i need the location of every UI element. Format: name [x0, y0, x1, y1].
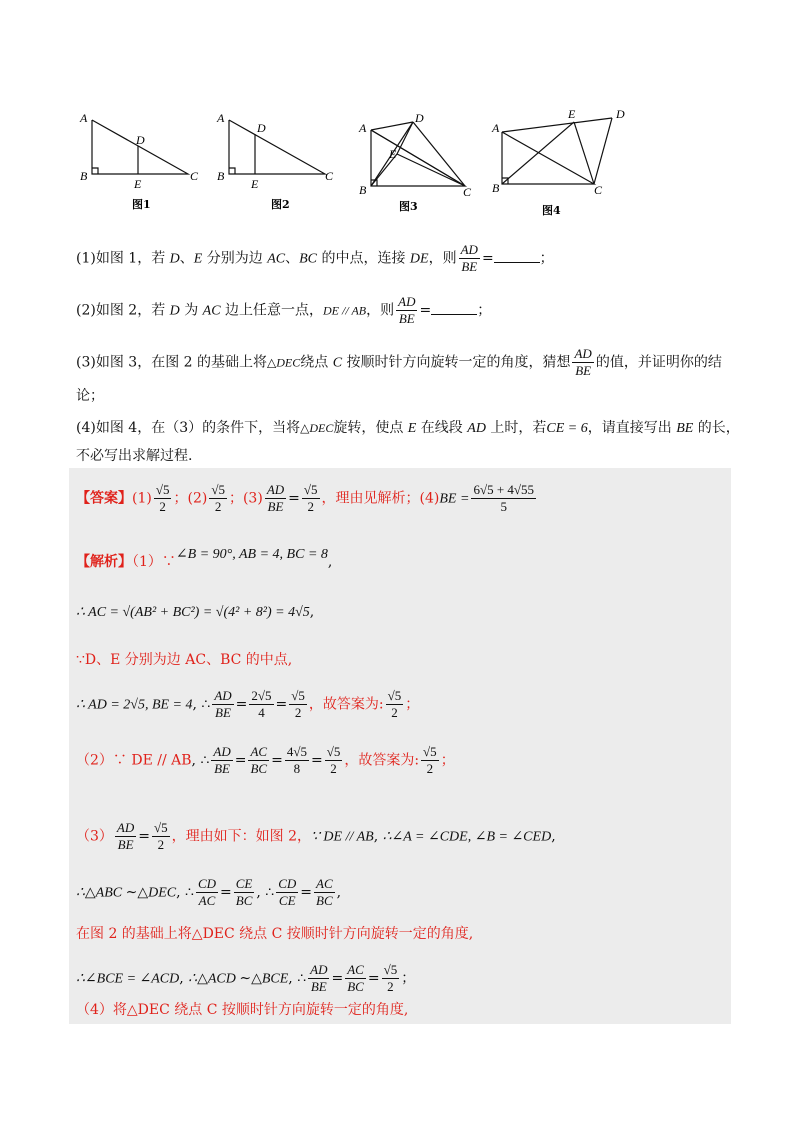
- q1-fraction: $\frac{AD}{BE}$: [460, 242, 478, 274]
- q2-fraction: $\frac{AD}{BE}$: [398, 294, 416, 326]
- fig3-label-c: C: [463, 185, 472, 199]
- question-3: (3)如图 3，在图 2 的基础上将△DEC绕点 C 按顺时针方向旋转一定的角度，猜想 $\frac{AD}{BE}$ 的值，并证明你的结: [76, 346, 722, 378]
- question-4: (4)如图 4，在（3）的条件下，当将△DEC旋转，使点 E 在线段 AD 上时，若CE = 6，请直接写出 BE 的长，: [76, 420, 740, 436]
- question-1: (1)如图 1，若 D、E 分别为边 AC、BC 的中点，连接 DE，则 $\frac{AD}{BE}$ = ；: [76, 242, 554, 274]
- analysis-line-3: ∵D、E 分别为边 AC、BC 的中点,: [76, 652, 293, 668]
- analysis-line-6: （3） $\frac{AD}{BE}$ = $\frac{√5}{2}$ ，理由如下：如图 2，∵ DE // AB, ∴∠A = ∠CDE, ∠B = ∠CED,: [76, 820, 556, 852]
- question-3-line-2: 论；: [76, 388, 104, 404]
- figure-4: [490, 104, 640, 219]
- fig1-label-a: A: [80, 111, 88, 125]
- fig2-caption: 图2: [271, 198, 290, 211]
- analysis-line-9: ∴∠BCE = ∠ACD, ∴△ACD ∼△BCE, ∴ $\frac{AD}{BE}$ = $\frac{AC}{BC}$ = $\frac{√5}{2}$ ；: [76, 962, 416, 994]
- fig2-label-b: B: [217, 169, 225, 183]
- q1-answer-blank[interactable]: [494, 248, 540, 263]
- fig4-label-a: A: [492, 121, 500, 135]
- analysis-line-7: ∴△ABC ∼△DEC, ∴ $\frac{CD}{AC}$ = $\frac{CE}{BC}$ , ∴ $\frac{CD}{CE}$ = $\frac{AC}{BC}$ ,: [76, 876, 342, 908]
- fig2-label-d: D: [257, 121, 266, 135]
- fig4-label-e: E: [568, 107, 576, 121]
- figure-3: [355, 108, 485, 218]
- question-2: (2)如图 2，若 D 为 AC 边上任意一点，DE // AB，则 $\frac{AD}{BE}$ = ；: [76, 294, 492, 326]
- fig2-label-a: A: [217, 111, 225, 125]
- analysis-line-10: （4）将△DEC 绕点 C 按顺时针方向旋转一定的角度,: [76, 1002, 409, 1018]
- fig1-label-c: C: [190, 169, 199, 183]
- fig4-label-c: C: [594, 183, 603, 197]
- analysis-line-2: ∴ AC = √(AB² + BC²) = √(4² + 8²) = 4√5,: [76, 604, 315, 620]
- analysis-line-5: （2）∵ DE // AB, ∴ $\frac{AD}{BE}$ = $\frac{AC}{BC}$ = $\frac{4√5}{8}$ = $\frac{√5}{2}$ ，故答案为: $\frac{√5}{2}$ ；: [76, 744, 455, 776]
- analysis-line-1: 【解析】（1）∵∠B = 90°, AB = 4, BC = 8,: [76, 547, 333, 570]
- fig3-label-e: E: [389, 147, 397, 161]
- answer-tag: 【答案】: [76, 490, 132, 507]
- analysis-tag: 【解析】: [76, 554, 132, 570]
- fig1-label-d: D: [136, 133, 145, 147]
- fig3-label-d: D: [415, 111, 424, 125]
- fig4-label-b: B: [492, 181, 500, 195]
- figure-2: [215, 108, 345, 218]
- fig1-caption: 图1: [132, 198, 151, 211]
- figure-1: [78, 108, 208, 218]
- q2-answer-blank[interactable]: [431, 300, 477, 315]
- fig3-label-b: B: [359, 183, 367, 197]
- fig2-label-c: C: [325, 169, 334, 183]
- fig2-label-e: E: [251, 177, 259, 191]
- fig3-caption: 图3: [399, 200, 418, 213]
- q3-fraction: $\frac{AD}{BE}$: [574, 346, 592, 378]
- fig4-caption: 图4: [542, 204, 561, 217]
- fig4-label-d: D: [616, 107, 625, 121]
- fig1-label-b: B: [80, 169, 88, 183]
- analysis-line-4: ∴ AD = 2√5, BE = 4, ∴ $\frac{AD}{BE}$ = $\frac{2√5}{4}$ = $\frac{√5}{2}$ ，故答案为: $\frac{√5}{2}$ ；: [76, 688, 420, 720]
- fig1-label-e: E: [134, 177, 142, 191]
- question-4-line-2: 不必写出求解过程.: [76, 448, 193, 464]
- answer-line: 【答案】(1) $\frac{√5}{2}$ ；(2) $\frac{√5}{2}$ ；(3) $\frac{AD}{BE}$ = $\frac{√5}{2}$ ，理由见解析；(4)BE = $\frac{6√5 + 4√55}{5}$: [76, 482, 535, 514]
- analysis-line-8: 在图 2 的基础上将△DEC 绕点 C 按顺时针方向旋转一定的角度,: [76, 926, 474, 942]
- fig3-label-a: A: [359, 121, 367, 135]
